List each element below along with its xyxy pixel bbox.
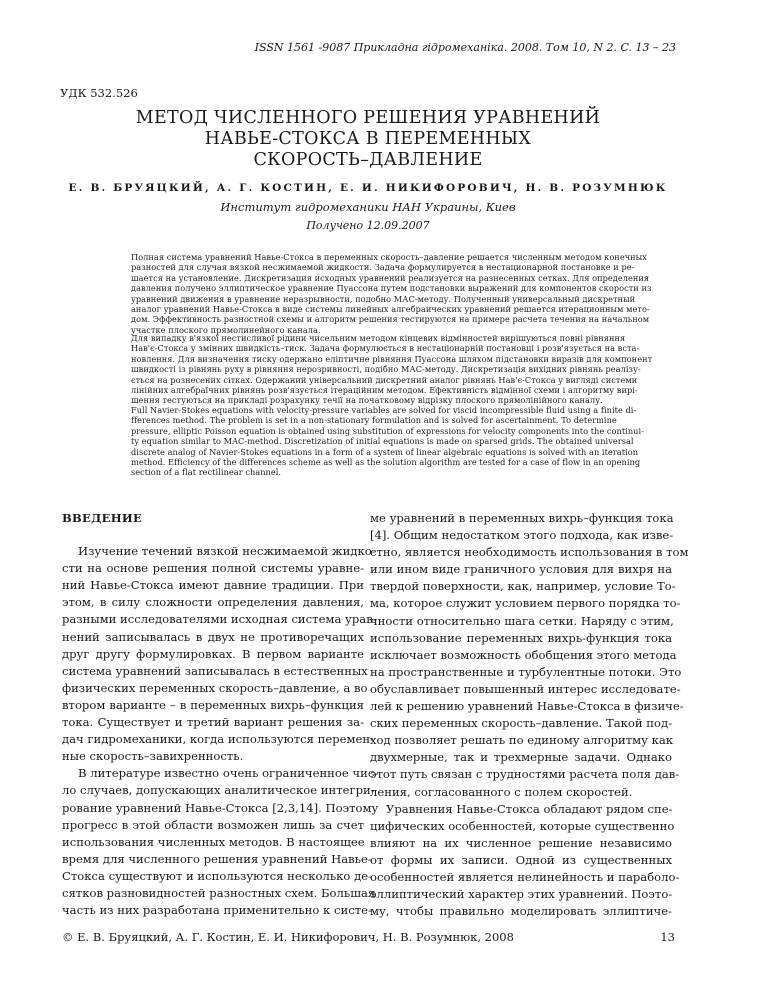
body-line: от формы их записи. Одной из существенных [370, 852, 672, 867]
body-line: эллиптический характер этих уравнений. Поэто- [370, 887, 673, 902]
copyright-notice: © Е. В. Бруяцкий, А. Г. Костин, Е. И. Никифорович, Н. В. Розумнюк, 2008 [62, 930, 514, 944]
body-line: нений записывалась в двух не противоречащих [62, 629, 364, 644]
abstract-line: уравнений движения в уравнение неразрывности, подобно МАС-методу. Полученный универсальный дискретный [131, 293, 636, 304]
body-line: сти на основе решения полной системы уравне- [62, 561, 364, 576]
body-line: использования численных методов. В настоящее [62, 834, 365, 849]
body-line: физических переменных скорость–давление, а во [62, 680, 368, 695]
body-line: друг другу формулировках. В первом варианте [62, 646, 364, 661]
body-line: твердой поверхности, как, например, условие То- [370, 579, 676, 594]
abstract-line: ty equation similar to MAC-method. Discretization of initial equations is made on sparsed grids. The obtained universal [131, 436, 634, 447]
body-line: часть из них разработана применительно к систе- [62, 903, 372, 918]
affiliation: Институт гидромеханики НАН Украины, Киев [220, 200, 516, 214]
abstract-line: аналог уравнений Навье-Стокса в виде системы линейных алгебраических уравнений решается итерационным мето- [131, 304, 650, 315]
abstract-line: Full Navier-Stokes equations with velocity-pressure variables are solved for viscid incompressible fluid using a finite di- [131, 405, 637, 415]
abstract-line: fferences method. The problem is set in a non-stationary formulation and is solved for ascertainment. To determine [131, 415, 617, 426]
body-line: ления, согласованного с полем скоростей. [370, 784, 633, 799]
title-line: СКОРОСТЬ–ДАВЛЕНИЕ [253, 150, 483, 170]
body-line: му, чтобы правильно моделировать эллиптиче- [370, 904, 672, 919]
body-line: чности относительно шага сетки. Наряду с этим, [370, 613, 674, 628]
body-line: тока. Существует и третий вариант решения за- [62, 715, 364, 730]
body-line: [4]. Общим недостатком этого подхода, как изве- [370, 528, 674, 543]
abstract-russian [131, 252, 652, 335]
body-line: разными исследователями исходная система урав- [62, 612, 377, 627]
body-column-left [62, 510, 379, 919]
body-line: этом, в силу сложности определения давления, [62, 595, 364, 610]
body-line: цифических особенностей, которые существенно [370, 818, 675, 833]
received-date: Получено 12.09.2007 [306, 219, 430, 232]
body-line: стно, является необходимость использования в том [370, 545, 689, 560]
body-line: ход позволяет решать по единому алгоритму как [370, 733, 674, 748]
abstract-line: pressure, elliptic Poisson equation is obtained using substitution of expressions for velocity components into the continui- [131, 425, 644, 436]
section-heading-introduction: ВВЕДЕНИЕ [62, 511, 143, 525]
running-head: ISSN 1561 -9087 Прикладна гідромеханіка. 2008. Том 10, N 2. C. 13 – 23 [254, 41, 676, 54]
body-line: сятков разновидностей разностных схем. Большая [62, 885, 376, 900]
body-line: рование уравнений Навье-Стокса [2,3,14]. Поэтому [62, 800, 379, 815]
abstract-line: method. Efficiency of the differences scheme as well as the solution algorithm are tested for a case of flow in an opening [131, 457, 641, 468]
body-line: особенностей является нелинейность и параболо- [370, 869, 680, 884]
abstract-line: швидкості із рівнянь руху в рівняння нерозривності, подібно МАС-методу. Дискретизація вихідних рівнянь реалізу- [131, 364, 641, 375]
abstract-line: новлення. Для визначення тиску одержано еліптичне рівняння Пуассона шляхом підстановки виразів для компонент [131, 353, 653, 364]
abstract-line: лінійних алгебраїчних рівнянь розв'язується ітераційним методом. Ефективність відмінної схеми і алгоритму вирі- [131, 385, 638, 396]
body-line: двухмерные, так и трехмерные задачи. Однако [370, 750, 672, 765]
body-line: ло случаев, допускающих аналитическое интегри- [62, 783, 375, 798]
body-line: этот путь связан с трудностями расчета поля дав- [370, 767, 680, 782]
abstract-line: Для випадку в'язкої нестисливої рідини чисельним методом кінцевих відмінностей вирішуються повні рівняння [131, 333, 626, 343]
author-list: Е. В. БРУЯЦКИЙ, А. Г. КОСТИН, Е. И. НИКИФОРОВИЧ, Н. В. РОЗУМНЮК [68, 182, 668, 194]
body-line: обуславливает повышенный интерес исследовате- [370, 681, 681, 696]
body-line: использование переменных вихрь-функция тока [370, 630, 672, 645]
abstract-line: разностей для случая вязкой несжимаемой жидкости. Задача формулируется в нестационарной постановке и ре- [131, 262, 635, 273]
body-line: дач гидромеханики, когда используются перемен- [62, 732, 375, 747]
abstract-line: дом. Эффективность разностной схемы и алгоритм решения тестируются на примере расчета течения на начальном [131, 314, 650, 325]
abstract-line: discrete analog of Navier-Stokes equations in a form of a system of linear algebraic equations is solved with an iteration [131, 446, 639, 457]
abstract-line: Нав'є-Стокса у змінних швидкість–тиск. Задача формулюється в нестаціонарній постановці і розв'язується на вста- [131, 343, 640, 354]
body-line: втором варианте – в переменных вихрь–функция [62, 697, 364, 712]
abstract-line: шается на установление. Дискретизация исходных уравнений реализуется на разнесенных сетках. Для определения [131, 272, 650, 283]
body-line: ме уравнений в переменных вихрь–функция тока [370, 511, 674, 525]
body-column-right [370, 510, 689, 920]
body-line: на пространственные и турбулентные потоки. Это [370, 664, 682, 679]
body-line: В литературе известно очень ограниченное чис- [78, 766, 379, 781]
body-line: исключает возможность обобщения этого метода [370, 647, 677, 662]
body-line: ные скорость–завихренность. [62, 749, 244, 764]
abstract-ukrainian [131, 333, 653, 406]
body-line: ний Навье-Стокса имеют давние традиции. При [62, 578, 364, 593]
body-line: время для численного решения уравнений Навье- [62, 851, 372, 866]
title-line: НАВЬЕ-СТОКСА В ПЕРЕМЕННЫХ [204, 129, 532, 149]
abstract-line: участке плоского прямолинейного канала. [131, 324, 321, 335]
body-line: система уравнений записывалась в естественных [62, 663, 368, 678]
body-line: Уравнения Навье-Стокса обладают рядом спе- [386, 801, 673, 816]
paper-title [80, 108, 656, 171]
body-line: прогресс в этой области возможен лишь за счет [62, 817, 364, 832]
abstract-line: Полная система уравнений Навье-Стокса в переменных скорость–давление решается численным методом конечных [131, 252, 647, 262]
body-line: Изучение течений вязкой несжимаемой жидко- [78, 544, 376, 559]
body-line: ма, которое служит условием первого порядка то- [370, 596, 681, 611]
body-line: Стокса существуют и используются несколько де- [62, 868, 372, 883]
title-line: МЕТОД ЧИСЛЕННОГО РЕШЕНИЯ УРАВНЕНИЙ [135, 108, 601, 128]
body-line: или ином виде граничного условия для вихря на [370, 562, 672, 577]
abstract-line: ється на рознесених сітках. Одержаний універсальний дискретний аналог рівнянь Нав'є-Стокса у вигляді системи [131, 374, 638, 385]
abstract-line: шення тестуються на прикладі розрахунку течії на початковому відрізку плоского прямолінійного каналу. [131, 395, 603, 406]
body-line: влияют на их численное решение независимо [370, 835, 672, 850]
abstract-line: давления получено эллиптическое уравнение Пуассона путем подстановки выражений для компонентов скорости из [131, 283, 652, 294]
page-number: 13 [660, 930, 675, 944]
abstract-line: section of a flat rectilinear channel. [131, 467, 282, 478]
abstract-english [131, 405, 644, 478]
body-line: лей к решению уравнений Навье-Стокса в физиче- [370, 699, 684, 714]
body-line: ских переменных скорость–давление. Такой под- [370, 716, 673, 731]
udk-code: УДК 532.526 [60, 86, 138, 100]
